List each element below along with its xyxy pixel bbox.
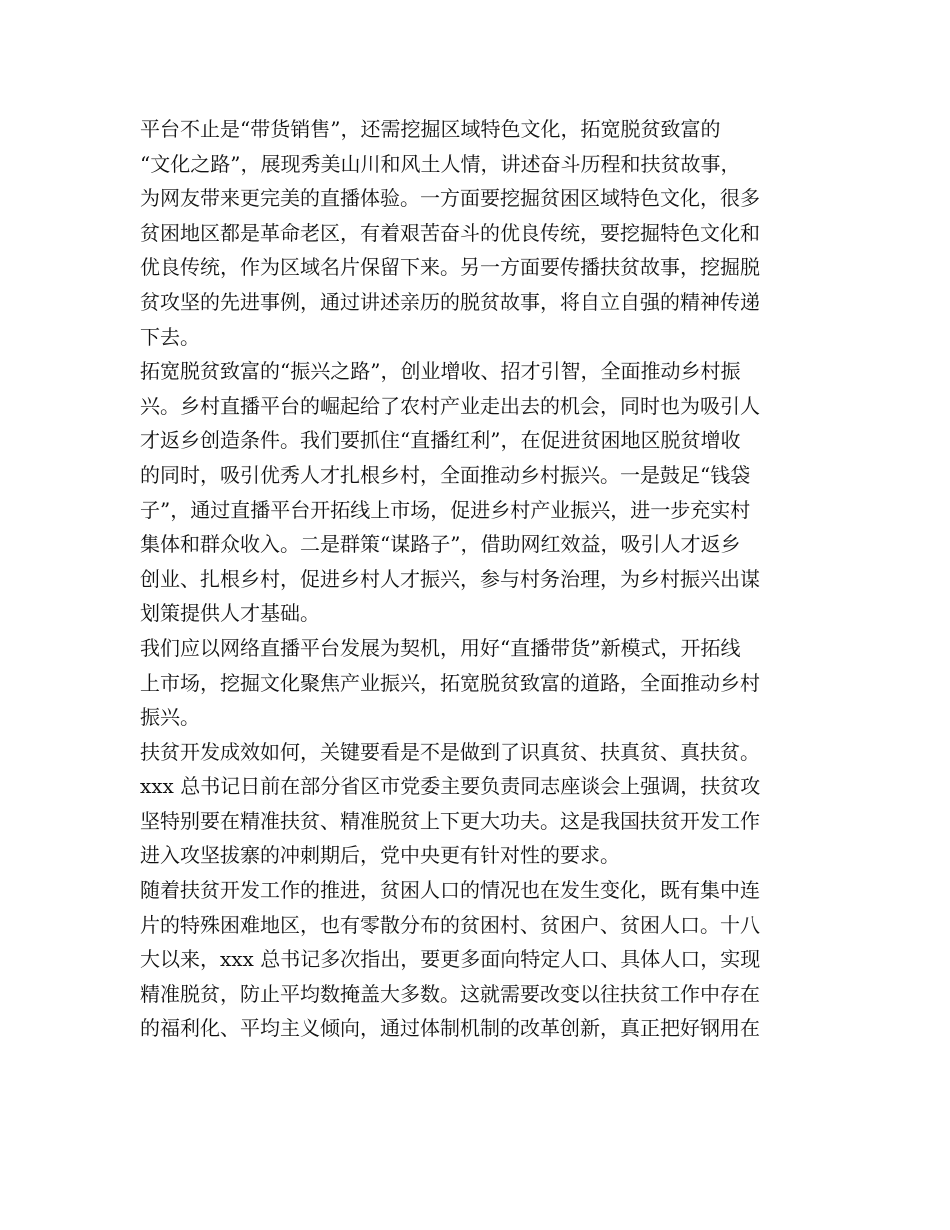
text-line: 下去。 (140, 324, 200, 349)
text-line: 拓宽脱贫致富的“振兴之路”，创业增收、招才引智，全面推动乡村振 (140, 359, 741, 384)
text-line: 上市场，挖掘文化聚焦产业振兴，拓宽脱贫致富的道路，全面推动乡村 (140, 670, 760, 695)
text-line: 优良传统，作为区域名片保留下来。另一方面要传播扶贫故事，挖掘脱 (140, 255, 760, 280)
text-line: 创业、扎根乡村，促进乡村人才振兴，参与村务治理，为乡村振兴出谋 (140, 566, 760, 591)
text-line: 的福利化、平均主义倾向，通过体制机制的改革创新，真正把好钢用在 (140, 1016, 760, 1041)
text-line: 精准脱贫，防止平均数掩盖大多数。这就需要改变以往扶贫工作中存在 (140, 981, 760, 1006)
text-line: 划策提供人才基础。 (140, 601, 320, 626)
text-line: 为网友带来更完美的直播体验。一方面要挖掘贫困区域特色文化，很多 (140, 186, 760, 211)
text-line: 进入攻坚拔寨的冲刺期后，党中央更有针对性的要求。 (140, 843, 620, 868)
paragraph-revitalization-road (140, 354, 820, 631)
text-line: 片的特殊困难地区，也有零散分布的贫困村、贫困户、贫困人口。十八 (140, 912, 760, 937)
paragraph-culture-road (140, 112, 820, 354)
text-line: 坚特别要在精准扶贫、精准脱贫上下更大功夫。这是我国扶贫开发工作 (140, 808, 760, 833)
text-line: 我们应以网络直播平台发展为契机，用好“直播带货”新模式，开拓线 (140, 635, 741, 660)
text-line: 才返乡创造条件。我们要抓住“直播红利”，在促进贫困地区脱贫增收 (140, 428, 741, 453)
text-line: 振兴。 (140, 705, 200, 730)
text-line: 子”，通过直播平台开拓线上市场，促进乡村产业振兴，进一步充实村 (140, 497, 751, 522)
text-line: 大以来，xxx 总书记多次指出，要更多面向特定人口、具体人口，实现 (140, 947, 761, 972)
text-line: “文化之路”，展现秀美山川和风土人情，讲述奋斗历程和扶贫故事， (140, 151, 741, 176)
text-line: 平台不止是“带货销售”，还需挖掘区域特色文化，拓宽脱贫致富的 (140, 117, 721, 141)
text-line: 随着扶贫开发工作的推进，贫困人口的情况也在发生变化，既有集中连 (140, 878, 760, 903)
text-line: xxx 总书记日前在部分省区市党委主要负责同志座谈会上强调，扶贫攻 (140, 774, 761, 799)
paragraph-targeted-poverty (140, 873, 820, 1046)
document-page (140, 112, 820, 1046)
text-line: 的同时，吸引优秀人才扎根乡村，全面推动乡村振兴。一是鼓足“钱袋 (140, 462, 751, 487)
text-line: 集体和群众收入。二是群策“谋路子”，借助网红效益，吸引人才返乡 (140, 532, 741, 557)
paragraph-poverty-effectiveness (140, 735, 820, 873)
paragraph-live-commerce (140, 631, 820, 735)
text-line: 贫攻坚的先进事例，通过讲述亲历的脱贫故事，将自立自强的精神传递 (140, 289, 760, 314)
text-line: 贫困地区都是革命老区，有着艰苦奋斗的优良传统，要挖掘特色文化和 (140, 220, 760, 245)
text-line: 兴。乡村直播平台的崛起给了农村产业走出去的机会，同时也为吸引人 (140, 393, 760, 418)
text-line: 扶贫开发成效如何，关键要看是不是做到了识真贫、扶真贫、真扶贫。 (140, 739, 760, 764)
